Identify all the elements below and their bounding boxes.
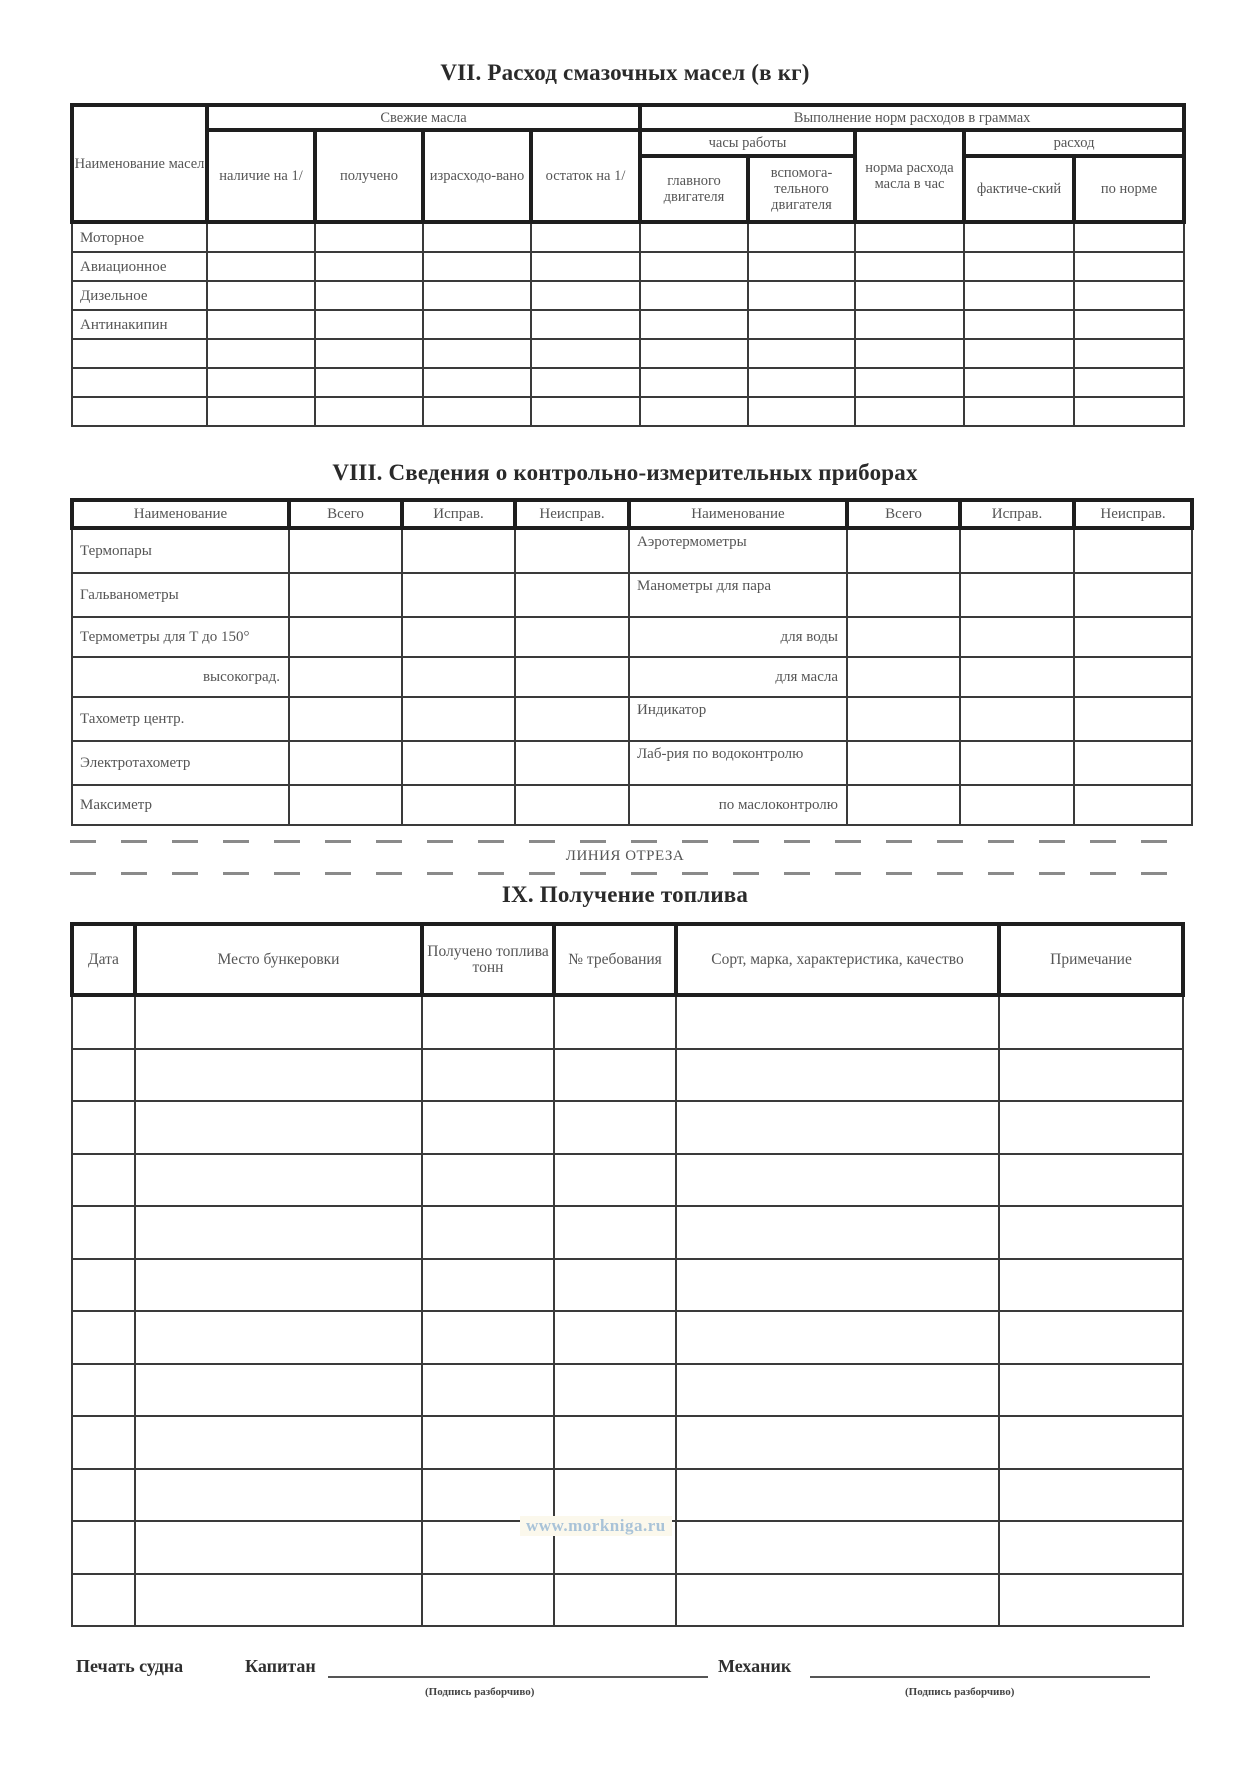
fuel-cell[interactable] — [135, 1574, 422, 1627]
fuel-cell[interactable] — [676, 1049, 999, 1102]
oil-value-cell[interactable] — [1074, 310, 1184, 339]
oil-value-cell[interactable] — [315, 368, 423, 397]
fuel-cell[interactable] — [554, 1259, 676, 1312]
fuel-cell[interactable] — [676, 1154, 999, 1207]
fuel-cell[interactable] — [999, 1154, 1183, 1207]
fuel-cell[interactable] — [554, 1311, 676, 1364]
header-actual: фактиче-ский — [964, 156, 1074, 222]
header-request-number: № требования — [554, 924, 676, 995]
oil-value-cell[interactable] — [423, 339, 531, 368]
instrument-count-cell[interactable] — [402, 617, 515, 657]
instrument-row — [72, 785, 1192, 825]
fuel-cell[interactable] — [554, 1049, 676, 1102]
oil-value-cell[interactable] — [1074, 252, 1184, 281]
fuel-cell[interactable] — [676, 1469, 999, 1522]
instrument-count-cell[interactable] — [960, 657, 1074, 697]
instrument-count-cell[interactable] — [402, 741, 515, 785]
fuel-cell[interactable] — [72, 1101, 135, 1154]
lubricating-oil-table — [70, 103, 1186, 427]
instrument-name-left: высокоград. — [72, 657, 289, 697]
oil-row — [72, 222, 1184, 252]
oil-name-cell — [72, 339, 207, 368]
fuel-cell[interactable] — [999, 1416, 1183, 1469]
oil-value-cell[interactable] — [964, 222, 1074, 252]
oil-value-cell[interactable] — [207, 339, 315, 368]
fuel-cell[interactable] — [72, 1574, 135, 1627]
instrument-count-cell[interactable] — [289, 785, 402, 825]
fuel-cell[interactable] — [999, 1206, 1183, 1259]
oil-value-cell[interactable] — [315, 310, 423, 339]
fuel-cell[interactable] — [72, 1206, 135, 1259]
instrument-name-right: Аэротермометры — [629, 528, 847, 573]
oil-value-cell[interactable] — [1074, 339, 1184, 368]
oil-value-cell[interactable] — [423, 397, 531, 426]
fuel-cell[interactable] — [999, 1521, 1183, 1574]
fuel-row — [72, 1049, 1183, 1102]
oil-value-cell[interactable] — [748, 252, 855, 281]
instrument-count-cell[interactable] — [515, 657, 629, 697]
fuel-row — [72, 1364, 1183, 1417]
instrument-count-cell[interactable] — [847, 697, 960, 741]
fuel-cell[interactable] — [676, 1416, 999, 1469]
header-date: Дата — [72, 924, 135, 995]
oil-value-cell[interactable] — [1074, 281, 1184, 310]
oil-value-cell[interactable] — [748, 281, 855, 310]
oil-value-cell[interactable] — [207, 310, 315, 339]
oil-value-cell[interactable] — [855, 397, 964, 426]
cut-line-label: ЛИНИЯ ОТРЕЗА — [565, 848, 685, 864]
header-ok-right: Исправ. — [960, 500, 1074, 528]
fuel-cell[interactable] — [554, 1206, 676, 1259]
captain-signature-line[interactable] — [328, 1676, 708, 1678]
fuel-row — [72, 1311, 1183, 1364]
cut-line-bottom — [70, 872, 1190, 875]
instrument-count-cell[interactable] — [515, 528, 629, 573]
header-norms: Выполнение норм расходов в граммах — [640, 105, 1184, 130]
instrument-name-left: Тахометр центр. — [72, 697, 289, 741]
fuel-cell[interactable] — [422, 1101, 554, 1154]
oil-value-cell[interactable] — [423, 281, 531, 310]
fuel-row — [72, 1206, 1183, 1259]
fuel-row — [72, 1416, 1183, 1469]
fuel-cell[interactable] — [554, 1574, 676, 1627]
oil-name-cell: Авиационное — [72, 252, 207, 281]
fuel-cell[interactable] — [676, 1574, 999, 1627]
header-oil-name: Наименование масел — [72, 105, 207, 222]
fuel-cell[interactable] — [554, 995, 676, 1049]
fuel-cell[interactable] — [676, 1206, 999, 1259]
oil-value-cell[interactable] — [423, 310, 531, 339]
header-aux-engine: вспомога-тельного двигателя — [748, 156, 855, 222]
oil-value-cell[interactable] — [964, 310, 1074, 339]
fuel-cell[interactable] — [72, 1311, 135, 1364]
header-note: Примечание — [999, 924, 1183, 995]
header-remaining: остаток на 1/ — [531, 130, 640, 222]
fuel-row — [72, 1574, 1183, 1627]
oil-value-cell[interactable] — [531, 281, 640, 310]
fuel-row — [72, 1154, 1183, 1207]
fuel-cell[interactable] — [135, 1154, 422, 1207]
oil-value-cell[interactable] — [640, 310, 748, 339]
instrument-count-cell[interactable] — [1074, 741, 1192, 785]
fuel-cell[interactable] — [135, 1469, 422, 1522]
header-available: наличие на 1/ — [207, 130, 315, 222]
fuel-cell[interactable] — [676, 1101, 999, 1154]
header-ok-left: Исправ. — [402, 500, 515, 528]
fuel-cell[interactable] — [554, 1154, 676, 1207]
instrument-count-cell[interactable] — [289, 657, 402, 697]
oil-value-cell[interactable] — [315, 222, 423, 252]
instrument-name-left: Электротахометр — [72, 741, 289, 785]
instrument-row — [72, 573, 1192, 617]
header-consumption: расход — [964, 130, 1184, 156]
oil-value-cell[interactable] — [531, 252, 640, 281]
fuel-row — [72, 1101, 1183, 1154]
instrument-count-cell[interactable] — [402, 697, 515, 741]
oil-value-cell[interactable] — [207, 368, 315, 397]
instrument-count-cell[interactable] — [1074, 785, 1192, 825]
fuel-cell[interactable] — [999, 1259, 1183, 1312]
header-total-left: Всего — [289, 500, 402, 528]
fuel-cell[interactable] — [676, 1521, 999, 1574]
fuel-cell[interactable] — [676, 1311, 999, 1364]
fuel-cell[interactable] — [422, 1259, 554, 1312]
instrument-count-cell[interactable] — [960, 528, 1074, 573]
oil-value-cell[interactable] — [207, 281, 315, 310]
instrument-count-cell[interactable] — [1074, 617, 1192, 657]
instrument-row — [72, 657, 1192, 697]
header-main-engine: главного двигателя — [640, 156, 748, 222]
fuel-cell[interactable] — [135, 1311, 422, 1364]
instrument-count-cell[interactable] — [960, 573, 1074, 617]
oil-name-cell: Дизельное — [72, 281, 207, 310]
instrument-count-cell[interactable] — [289, 741, 402, 785]
fuel-cell[interactable] — [135, 1416, 422, 1469]
header-faulty-left: Неиспрaв. — [515, 500, 629, 528]
fuel-cell[interactable] — [422, 1574, 554, 1627]
oil-value-cell[interactable] — [207, 252, 315, 281]
oil-value-cell[interactable] — [748, 397, 855, 426]
oil-name-cell: Антинакипин — [72, 310, 207, 339]
instrument-row — [72, 528, 1192, 573]
oil-value-cell[interactable] — [315, 252, 423, 281]
oil-value-cell[interactable] — [640, 339, 748, 368]
fuel-cell[interactable] — [422, 1416, 554, 1469]
oil-value-cell[interactable] — [964, 397, 1074, 426]
fuel-cell[interactable] — [72, 1049, 135, 1102]
oil-value-cell[interactable] — [640, 222, 748, 252]
header-grade: Сорт, марка, характеристика, качество — [676, 924, 999, 995]
oil-value-cell[interactable] — [748, 310, 855, 339]
header-faulty-right: Неиспрaв. — [1074, 500, 1192, 528]
oil-value-cell[interactable] — [1074, 222, 1184, 252]
oil-value-cell[interactable] — [531, 310, 640, 339]
instrument-count-cell[interactable] — [402, 528, 515, 573]
oil-value-cell[interactable] — [315, 281, 423, 310]
fuel-cell[interactable] — [422, 1311, 554, 1364]
oil-row — [72, 339, 1184, 368]
instrument-name-right: для масла — [629, 657, 847, 697]
instrument-count-cell[interactable] — [847, 657, 960, 697]
instrument-name-left: Максиметр — [72, 785, 289, 825]
instrument-count-cell[interactable] — [1074, 528, 1192, 573]
fuel-cell[interactable] — [72, 995, 135, 1049]
fuel-cell[interactable] — [554, 1416, 676, 1469]
oil-value-cell[interactable] — [855, 281, 964, 310]
instruments-table — [70, 498, 1194, 826]
instrument-count-cell[interactable] — [289, 697, 402, 741]
oil-value-cell[interactable] — [964, 281, 1074, 310]
instrument-count-cell[interactable] — [847, 573, 960, 617]
instrument-row — [72, 697, 1192, 741]
oil-value-cell[interactable] — [964, 368, 1074, 397]
fuel-cell[interactable] — [135, 1259, 422, 1312]
oil-value-cell[interactable] — [964, 252, 1074, 281]
oil-value-cell[interactable] — [315, 397, 423, 426]
oil-value-cell[interactable] — [855, 310, 964, 339]
instrument-count-cell[interactable] — [1074, 697, 1192, 741]
section-7-title: VII. Расход смазочных масел (в кг) — [440, 60, 810, 85]
oil-value-cell[interactable] — [855, 368, 964, 397]
fuel-cell[interactable] — [422, 1049, 554, 1102]
fuel-cell[interactable] — [676, 1259, 999, 1312]
instrument-count-cell[interactable] — [515, 573, 629, 617]
instrument-name-right: Индикатор — [629, 697, 847, 741]
instrument-count-cell[interactable] — [289, 528, 402, 573]
oil-value-cell[interactable] — [1074, 368, 1184, 397]
oil-value-cell[interactable] — [640, 368, 748, 397]
instrument-count-cell[interactable] — [515, 741, 629, 785]
oil-value-cell[interactable] — [531, 397, 640, 426]
instrument-count-cell[interactable] — [1074, 657, 1192, 697]
fuel-cell[interactable] — [999, 1574, 1183, 1627]
header-name-left: Наименование — [72, 500, 289, 528]
fuel-cell[interactable] — [999, 1101, 1183, 1154]
oil-value-cell[interactable] — [640, 281, 748, 310]
instrument-row — [72, 617, 1192, 657]
header-spent: израсходо-вано — [423, 130, 531, 222]
fuel-cell[interactable] — [72, 1521, 135, 1574]
fuel-cell[interactable] — [135, 1364, 422, 1417]
captain-signature-hint: (Подпись разборчиво) — [425, 1686, 535, 1698]
fuel-cell[interactable] — [135, 1101, 422, 1154]
oil-value-cell[interactable] — [640, 397, 748, 426]
instrument-count-cell[interactable] — [515, 697, 629, 741]
mechanic-signature-hint: (Подпись разборчиво) — [905, 1686, 1015, 1698]
fuel-cell[interactable] — [999, 1049, 1183, 1102]
instrument-count-cell[interactable] — [960, 785, 1074, 825]
mechanic-signature-line[interactable] — [810, 1676, 1150, 1678]
watermark: www.morkniga.ru — [520, 1516, 672, 1536]
oil-row — [72, 281, 1184, 310]
fuel-cell[interactable] — [422, 1206, 554, 1259]
fuel-row — [72, 995, 1183, 1049]
instrument-name-left: Гальванометры — [72, 573, 289, 617]
fuel-cell[interactable] — [676, 1364, 999, 1417]
instrument-name-right: по маслоконтролю — [629, 785, 847, 825]
fuel-cell[interactable] — [135, 1521, 422, 1574]
fuel-cell[interactable] — [999, 995, 1183, 1049]
instrument-count-cell[interactable] — [1074, 573, 1192, 617]
instrument-count-cell[interactable] — [402, 657, 515, 697]
instrument-count-cell[interactable] — [847, 785, 960, 825]
oil-value-cell[interactable] — [423, 222, 531, 252]
section-8-title: VIII. Сведения о контрольно-измерительных приборах — [332, 460, 918, 485]
fuel-cell[interactable] — [72, 1469, 135, 1522]
fuel-cell[interactable] — [554, 1101, 676, 1154]
oil-value-cell[interactable] — [855, 339, 964, 368]
instrument-count-cell[interactable] — [960, 617, 1074, 657]
oil-value-cell[interactable] — [1074, 397, 1184, 426]
oil-value-cell[interactable] — [748, 339, 855, 368]
oil-value-cell[interactable] — [855, 222, 964, 252]
section-9-title: IX. Получение топлива — [501, 882, 749, 907]
instrument-count-cell[interactable] — [515, 617, 629, 657]
oil-value-cell[interactable] — [531, 339, 640, 368]
oil-value-cell[interactable] — [640, 252, 748, 281]
instrument-count-cell[interactable] — [960, 741, 1074, 785]
fuel-cell[interactable] — [554, 1469, 676, 1522]
oil-name-cell: Моторное — [72, 222, 207, 252]
oil-row — [72, 252, 1184, 281]
header-by-norm: по норме — [1074, 156, 1184, 222]
oil-value-cell[interactable] — [531, 368, 640, 397]
oil-value-cell[interactable] — [207, 222, 315, 252]
fuel-cell[interactable] — [135, 995, 422, 1049]
oil-row — [72, 397, 1184, 426]
fuel-cell[interactable] — [422, 1364, 554, 1417]
fuel-cell[interactable] — [422, 1154, 554, 1207]
instrument-count-cell[interactable] — [515, 785, 629, 825]
cut-line-top — [70, 840, 1190, 843]
instrument-count-cell[interactable] — [960, 697, 1074, 741]
fuel-cell[interactable] — [72, 1154, 135, 1207]
ship-stamp-label: Печать судна — [76, 1656, 184, 1676]
oil-value-cell[interactable] — [423, 368, 531, 397]
fuel-cell[interactable] — [135, 1049, 422, 1102]
fuel-cell[interactable] — [72, 1259, 135, 1312]
fuel-cell[interactable] — [999, 1469, 1183, 1522]
fuel-row — [72, 1469, 1183, 1522]
oil-value-cell[interactable] — [748, 222, 855, 252]
oil-row — [72, 368, 1184, 397]
header-norm-per-hour: норма расхода масла в час — [855, 130, 964, 222]
instrument-row — [72, 741, 1192, 785]
header-received: получено — [315, 130, 423, 222]
instrument-count-cell[interactable] — [289, 573, 402, 617]
header-bunkering-place: Место бункеровки — [135, 924, 422, 995]
header-fuel-tons: Получено топлива тонн — [422, 924, 554, 995]
oil-value-cell[interactable] — [315, 339, 423, 368]
instrument-name-left: Термопары — [72, 528, 289, 573]
fuel-row — [72, 1259, 1183, 1312]
instrument-count-cell[interactable] — [289, 617, 402, 657]
oil-value-cell[interactable] — [748, 368, 855, 397]
oil-value-cell[interactable] — [964, 339, 1074, 368]
header-name-right: Наименование — [629, 500, 847, 528]
instrument-count-cell[interactable] — [847, 617, 960, 657]
mechanic-label: Механик — [718, 1656, 792, 1676]
header-hours: часы работы — [640, 130, 855, 156]
fuel-cell[interactable] — [72, 1416, 135, 1469]
fuel-cell[interactable] — [554, 1364, 676, 1417]
fuel-cell[interactable] — [999, 1364, 1183, 1417]
fuel-cell[interactable] — [676, 995, 999, 1049]
oil-value-cell[interactable] — [855, 252, 964, 281]
header-fresh-oils: Свежие масла — [207, 105, 640, 130]
instrument-count-cell[interactable] — [847, 528, 960, 573]
oil-name-cell — [72, 397, 207, 426]
fuel-cell[interactable] — [72, 1364, 135, 1417]
oil-name-cell — [72, 368, 207, 397]
instrument-name-right: Манометры для пара — [629, 573, 847, 617]
instrument-count-cell[interactable] — [402, 785, 515, 825]
captain-label: Капитан — [245, 1656, 316, 1676]
fuel-cell[interactable] — [999, 1311, 1183, 1364]
instrument-name-left: Термометры для Т до 150° — [72, 617, 289, 657]
instrument-name-right: Лаб-рия по водоконтролю — [629, 741, 847, 785]
fuel-cell[interactable] — [422, 995, 554, 1049]
oil-value-cell[interactable] — [531, 222, 640, 252]
header-total-right: Всего — [847, 500, 960, 528]
instrument-count-cell[interactable] — [847, 741, 960, 785]
oil-value-cell[interactable] — [207, 397, 315, 426]
instrument-count-cell[interactable] — [402, 573, 515, 617]
oil-row — [72, 310, 1184, 339]
fuel-cell[interactable] — [135, 1206, 422, 1259]
oil-value-cell[interactable] — [423, 252, 531, 281]
instrument-name-right: для воды — [629, 617, 847, 657]
fuel-cell[interactable] — [422, 1469, 554, 1522]
